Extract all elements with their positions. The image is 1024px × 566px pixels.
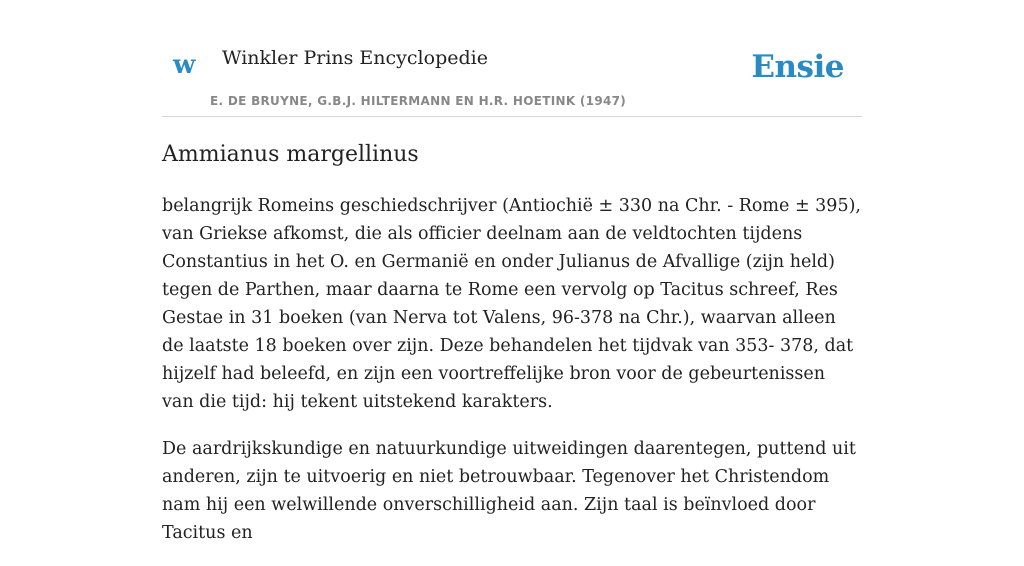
article-title: Ammianus margellinus [162,142,419,167]
article-paragraph-2: De aardrijkskundige en natuurkundige uitweidingen daarentegen, puttend uit anderen, zijn te uitvoerig en niet betrouwbaar. Tegenover het Christendom nam hij een welwillende onverschilligheid aan. Zijn taal is beïnvloed door Tacitus en [162,439,856,543]
authors-line: E. DE BRUYNE, G.B.J. HILTERMANN EN H.R. HOETINK (1947) [210,94,627,108]
ensie-brand-logo[interactable]: Ensie [751,49,844,85]
site-header [162,0,862,117]
article-paragraph-1: belangrijk Romeins geschiedschrijver (Antiochië ± 330 na Chr. - Rome ± 395), van Griekse afkomst, die als officier deelnam aan de veldtochten tijdens Constantius in het O. en Germanië en onder Julianus de Afvallige (zijn held) tegen de Parthen, maar daarna te Rome een vervolg op Tacitus schreef, Res Gestae in 31 boeken (van Nerva tot Valens, 96-378 na Chr.), waarvan alleen de laatste 18 boeken over zijn. Deze behandelen het tijdvak van 353- 378, dat hijzelf had beleefd, en zijn een voortreffelijke bron voor de gebeurtenissen van die tijd: hij tekent uitstekend karakters. [162,196,861,412]
encyclopedia-title[interactable]: Winkler Prins Encyclopedie [222,47,488,69]
encyclopedia-logo[interactable]: w [173,50,196,80]
article-body [162,192,862,566]
